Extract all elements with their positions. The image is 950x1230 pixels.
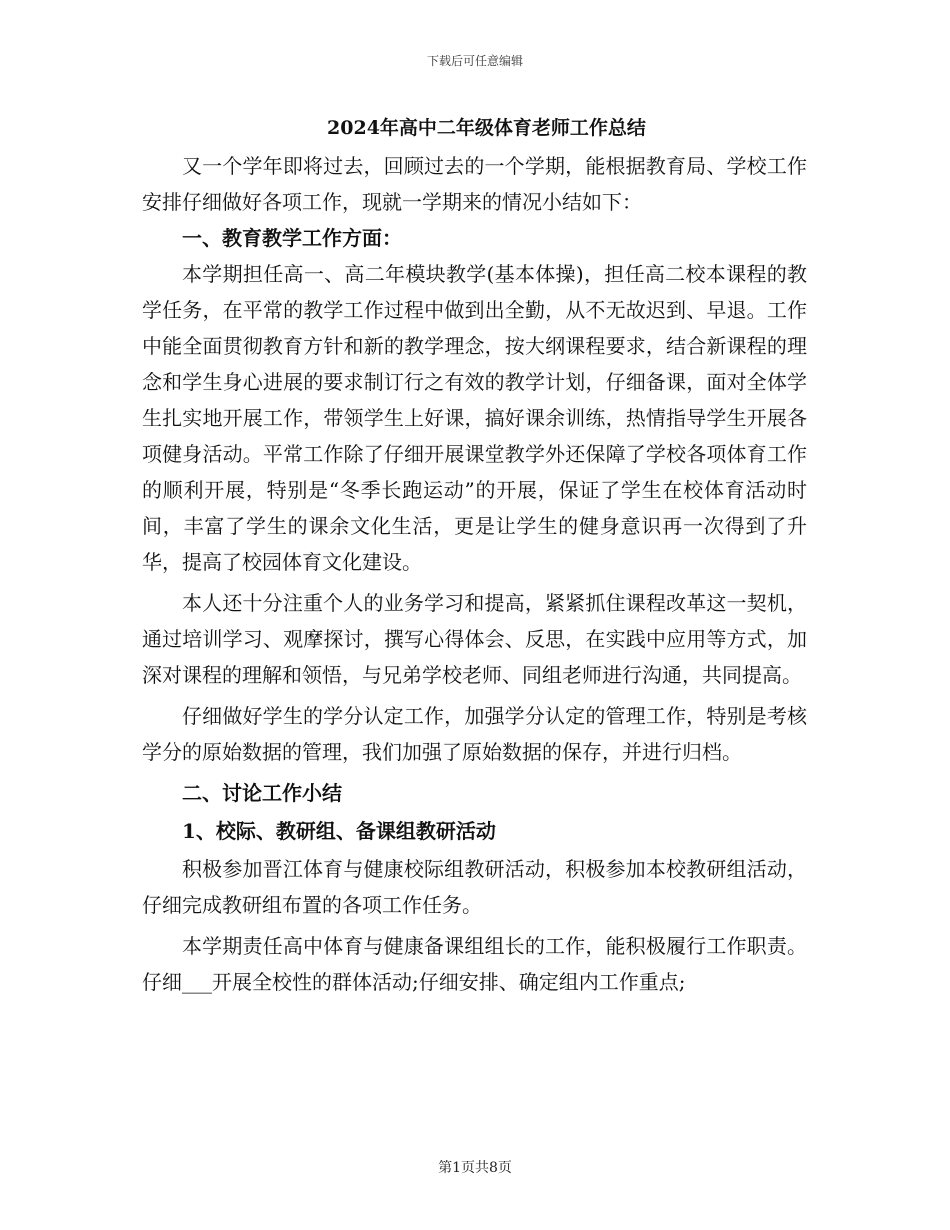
section2-paragraph-1: 积极参加晋江体育与健康校际组教研活动，积极参加本校教研组活动，仔细完成教研组布置的各项工作任务。: [142, 857, 807, 917]
section1-paragraph-1: 本学期担任高一、高二年模块教学(基本体操)，担任高二校本课程的教学任务，在平常的教学工作过程中做到出全勤，从不无故迟到、早退。工作中能全面贯彻教育方针和新的教学理念，按大纲课程要求，结合新课程的理念和学生身心进展的要求制订行之有效的教学计划，仔细备课，面对全体学生扎实地开展工作，带领学生上好课，搞好课余训练，热情指导学生开展各项健身活动。平常工作除了仔细开展课堂教学外还保障了学校各项体育工作的顺利开展，特别是“冬季长跑运动”的开展，保证了学生在校体育活动时间，丰富了学生的课余文化生活，更是让学生的健身意识再一次得到了升华，提高了校园体育文化建设。: [142, 262, 807, 574]
intro-paragraph: 又一个学年即将过去，回顾过去的一个学期，能根据教育局、学校工作安排仔细做好各项工作，现就一学期来的情况小结如下：: [142, 154, 807, 214]
section2-paragraph-2: 本学期责任高中体育与健康备课组组长的工作，能积极履行工作职责。仔细___开展全校性的群体活动;仔细安排、确定组内工作重点;: [142, 934, 807, 994]
section1-paragraph-2: 本人还十分注重个人的业务学习和提高，紧紧抓住课程改革这一契机，通过培训学习、观摩探讨，撰写心得体会、反思，在实践中应用等方式，加深对课程的理解和领悟，与兄弟学校老师、同组老师进行沟通，共同提高。: [142, 591, 807, 687]
page-number: 第1页共8页: [438, 1160, 512, 1176]
section1-paragraph-3: 仔细做好学生的学分认定工作，加强学分认定的管理工作，特别是考核学分的原始数据的管理，我们加强了原始数据的保存，并进行归档。: [142, 704, 807, 764]
section2-subheading-1: 1、校际、教研组、备课组教研活动: [182, 819, 496, 843]
document-body: [142, 108, 807, 1000]
header-note: 下载后可任意编辑: [426, 54, 523, 68]
section2-heading: 二、讨论工作小结: [182, 781, 342, 805]
document-title: 2024年高中二年级体育老师工作总结: [327, 117, 646, 139]
section1-heading: 一、教育教学工作方面：: [182, 226, 402, 250]
